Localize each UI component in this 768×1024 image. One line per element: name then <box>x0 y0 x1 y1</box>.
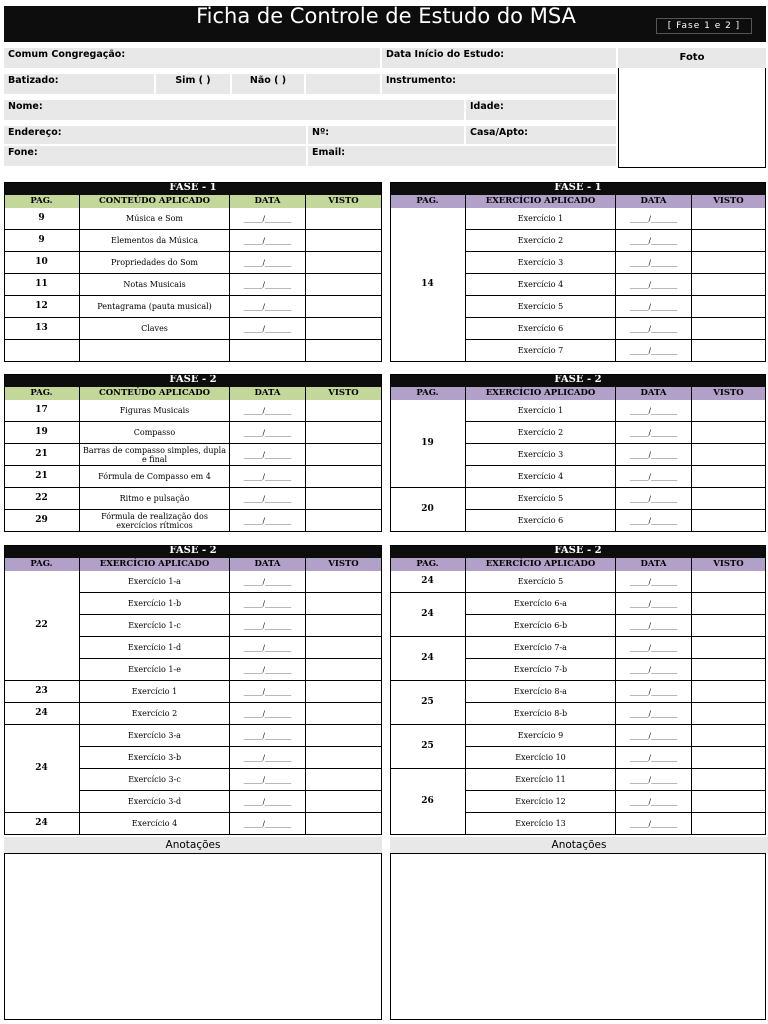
date-field[interactable]: _____/_______ <box>616 637 692 659</box>
date-field[interactable]: _____/_______ <box>230 769 306 791</box>
table-row-content: Exercício 1-d <box>80 637 230 659</box>
table-row-content: Exercício 7-a <box>466 637 616 659</box>
anotacoes-right-label: Anotações <box>390 837 768 853</box>
batizado-blank <box>306 74 382 96</box>
page-number: 24 <box>390 571 466 593</box>
comum-field[interactable]: Comum Congregação: <box>4 48 382 70</box>
date-field[interactable]: _____/_______ <box>230 747 306 769</box>
date-field[interactable]: _____/_______ <box>616 747 692 769</box>
date-field[interactable]: _____/_______ <box>230 252 306 274</box>
table-row-content: Exercício 1 <box>466 208 616 230</box>
date-field[interactable]: _____/_______ <box>616 571 692 593</box>
page-number: 24 <box>4 725 80 813</box>
table-row-content: Exercício 6-b <box>466 615 616 637</box>
numero-field[interactable]: Nº: <box>308 126 466 146</box>
page-number: 20 <box>390 488 466 532</box>
date-field[interactable]: _____/_______ <box>616 703 692 725</box>
table-title: FASE - 2 <box>4 545 382 558</box>
date-field[interactable]: _____/_______ <box>616 340 692 362</box>
instrumento-field[interactable]: Instrumento: <box>382 74 618 96</box>
page-number: 24 <box>4 813 80 835</box>
page-number: 14 <box>390 208 466 362</box>
date-field[interactable]: _____/_______ <box>616 230 692 252</box>
table-row-content: Exercício 5 <box>466 571 616 593</box>
table-row-content: Exercício 1 <box>80 681 230 703</box>
page-number: 11 <box>4 274 80 296</box>
date-field[interactable]: _____/_______ <box>616 681 692 703</box>
nao-checkbox[interactable]: Não ( ) <box>232 74 306 96</box>
anotacoes-left-label: Anotações <box>4 837 382 853</box>
page-number: 24 <box>390 637 466 681</box>
table-frame <box>4 545 382 835</box>
column-header: DATA <box>616 387 692 400</box>
endereco-field[interactable]: Endereço: <box>4 126 308 146</box>
casa-field[interactable]: Casa/Apto: <box>466 126 618 146</box>
date-field[interactable]: _____/_______ <box>230 703 306 725</box>
table-row-content: Exercício 2 <box>80 703 230 725</box>
fase-tag: [ Fase 1 e 2 ] <box>656 18 752 34</box>
table-row-content: Elementos da Música <box>80 230 230 252</box>
table-row-content: Exercício 5 <box>466 296 616 318</box>
page-number: 25 <box>390 681 466 725</box>
date-field[interactable]: _____/_______ <box>616 274 692 296</box>
anotacoes-right-area[interactable] <box>390 853 766 1020</box>
table-row-content: Exercício 1-b <box>80 593 230 615</box>
date-field[interactable]: _____/_______ <box>230 422 306 444</box>
date-field[interactable]: _____/_______ <box>616 593 692 615</box>
table-row-content: Exercício 1-c <box>80 615 230 637</box>
table-row-content: Exercício 4 <box>466 466 616 488</box>
page-number: 21 <box>4 466 80 488</box>
table-row-content: Notas Musicais <box>80 274 230 296</box>
table-row-content: Exercício 1-a <box>80 571 230 593</box>
page-number: 26 <box>390 769 466 835</box>
date-field[interactable]: _____/_______ <box>616 318 692 340</box>
date-field[interactable]: _____/_______ <box>616 400 692 422</box>
page-number: 12 <box>4 296 80 318</box>
page-number: 22 <box>4 571 80 681</box>
date-field[interactable]: _____/_______ <box>230 791 306 813</box>
table-row-content: Exercício 9 <box>466 725 616 747</box>
date-field[interactable]: _____/_______ <box>616 208 692 230</box>
date-field[interactable]: _____/_______ <box>616 510 692 532</box>
column-header: VISTO <box>692 387 766 400</box>
date-field[interactable]: _____/_______ <box>230 637 306 659</box>
date-field[interactable]: _____/_______ <box>230 230 306 252</box>
page-number: 24 <box>390 593 466 637</box>
table-row-content: Exercício 11 <box>466 769 616 791</box>
column-header: PAG. <box>390 558 466 571</box>
table-row-content: Exercício 8-a <box>466 681 616 703</box>
data-inicio-field[interactable]: Data Início do Estudo: <box>382 48 618 70</box>
column-header: PAG. <box>4 558 80 571</box>
table-row-content: Exercício 2 <box>466 230 616 252</box>
table-row-content: Exercício 12 <box>466 791 616 813</box>
date-field[interactable]: _____/_______ <box>230 274 306 296</box>
idade-field[interactable]: Idade: <box>466 100 618 122</box>
page-title: Ficha de Controle de Estudo do MSA <box>196 4 576 28</box>
date-field[interactable]: _____/_______ <box>230 400 306 422</box>
table-row-content: Exercício 4 <box>466 274 616 296</box>
date-field[interactable]: _____/_______ <box>616 252 692 274</box>
date-field[interactable]: _____/_______ <box>230 593 306 615</box>
column-header: DATA <box>230 195 306 208</box>
table-row-content: Exercício 1 <box>466 400 616 422</box>
table-frame <box>4 374 382 532</box>
column-header: EXERCÍCIO APLICADO <box>80 558 230 571</box>
table-row-content: Exercício 3-a <box>80 725 230 747</box>
date-field[interactable]: _____/_______ <box>230 466 306 488</box>
date-field[interactable]: _____/_______ <box>616 813 692 835</box>
table-row-content: Exercício 3-c <box>80 769 230 791</box>
date-field[interactable]: _____/_______ <box>616 659 692 681</box>
page-number: 19 <box>4 422 80 444</box>
table-row-content: Exercício 5 <box>466 488 616 510</box>
table-row-content: Exercício 3 <box>466 252 616 274</box>
table-row-content: Exercício 6-a <box>466 593 616 615</box>
table-row-content: Exercício 7-b <box>466 659 616 681</box>
column-header: VISTO <box>306 558 382 571</box>
table-row-content: Claves <box>80 318 230 340</box>
column-header: EXERCÍCIO APLICADO <box>466 387 616 400</box>
column-header: DATA <box>230 387 306 400</box>
table-row-content: Fórmula de Compasso em 4 <box>80 466 230 488</box>
page-number: 10 <box>4 252 80 274</box>
table-row-content: Exercício 1-e <box>80 659 230 681</box>
table-row-content: Exercício 13 <box>466 813 616 835</box>
page-number: 23 <box>4 681 80 703</box>
table-row-content: Ritmo e pulsação <box>80 488 230 510</box>
page-number: 19 <box>390 400 466 488</box>
date-field[interactable]: _____/_______ <box>616 296 692 318</box>
page-number: 25 <box>390 725 466 769</box>
column-header: PAG. <box>390 387 466 400</box>
date-field[interactable]: _____/_______ <box>230 681 306 703</box>
table-row-content: Exercício 10 <box>466 747 616 769</box>
table-frame <box>390 182 766 362</box>
sim-checkbox[interactable]: Sim ( ) <box>156 74 232 96</box>
date-field[interactable]: _____/_______ <box>616 769 692 791</box>
date-field[interactable]: _____/_______ <box>230 659 306 681</box>
batizado-label: Batizado: <box>4 74 156 96</box>
table-row-content: Exercício 3-b <box>80 747 230 769</box>
column-header: VISTO <box>692 195 766 208</box>
date-field[interactable]: _____/_______ <box>230 813 306 835</box>
page-number: 9 <box>4 230 80 252</box>
table-title: FASE - 2 <box>390 374 766 387</box>
date-field[interactable]: _____/_______ <box>616 791 692 813</box>
table-row-content: Compasso <box>80 422 230 444</box>
column-header: PAG. <box>4 195 80 208</box>
table-frame <box>390 374 766 532</box>
table-row-content: Exercício 6 <box>466 318 616 340</box>
page-number: 13 <box>4 318 80 340</box>
foto-label: Foto <box>618 48 766 68</box>
date-field[interactable]: _____/_______ <box>616 725 692 747</box>
table-row-content: Música e Som <box>80 208 230 230</box>
page-number: 22 <box>4 488 80 510</box>
table-row-content: Exercício 7 <box>466 340 616 362</box>
date-field[interactable]: _____/_______ <box>230 725 306 747</box>
page-number: 9 <box>4 208 80 230</box>
table-row-content: Exercício 3-d <box>80 791 230 813</box>
column-header: VISTO <box>306 387 382 400</box>
table-row-content: Exercício 6 <box>466 510 616 532</box>
page-number: 17 <box>4 400 80 422</box>
page-number: 29 <box>4 510 80 532</box>
email-field[interactable]: Email: <box>308 146 618 168</box>
table-title: FASE - 1 <box>4 182 382 195</box>
column-header: DATA <box>616 195 692 208</box>
nome-field[interactable]: Nome: <box>4 100 466 122</box>
table-title: FASE - 2 <box>390 545 766 558</box>
table-row-content: Figuras Musicais <box>80 400 230 422</box>
date-field[interactable]: _____/_______ <box>616 615 692 637</box>
date-field[interactable]: _____/_______ <box>230 488 306 510</box>
table-row-content: Pentagrama (pauta musical) <box>80 296 230 318</box>
fone-field[interactable]: Fone: <box>4 146 308 168</box>
date-field[interactable]: _____/_______ <box>616 444 692 466</box>
table-row-content: Propriedades do Som <box>80 252 230 274</box>
table-title: FASE - 2 <box>4 374 382 387</box>
table-frame <box>4 182 382 362</box>
anotacoes-left-area[interactable] <box>4 853 382 1020</box>
date-field[interactable]: _____/_______ <box>230 510 306 532</box>
column-header: DATA <box>616 558 692 571</box>
date-field[interactable]: _____/_______ <box>230 296 306 318</box>
page-number: 24 <box>4 703 80 725</box>
date-field[interactable]: _____/_______ <box>616 466 692 488</box>
date-field[interactable]: _____/_______ <box>616 422 692 444</box>
column-header: PAG. <box>4 387 80 400</box>
table-row-content: Exercício 3 <box>466 444 616 466</box>
table-frame <box>390 545 766 835</box>
table-row-content: Barras de compasso simples, dupla e final <box>80 444 230 466</box>
table-row-content: Exercício 4 <box>80 813 230 835</box>
table-row-content: Exercício 2 <box>466 422 616 444</box>
date-field[interactable]: _____/_______ <box>230 444 306 466</box>
column-header: EXERCÍCIO APLICADO <box>466 558 616 571</box>
column-header: DATA <box>230 558 306 571</box>
column-header: VISTO <box>306 195 382 208</box>
column-header: CONTEÚDO APLICADO <box>80 195 230 208</box>
date-field[interactable]: _____/_______ <box>230 571 306 593</box>
page-number: 21 <box>4 444 80 466</box>
date-field[interactable]: _____/_______ <box>616 488 692 510</box>
table-title: FASE - 1 <box>390 182 766 195</box>
column-header: PAG. <box>390 195 466 208</box>
column-header: VISTO <box>692 558 766 571</box>
table-row-content: Fórmula de realização dos exercícios rítmicos <box>80 510 230 532</box>
table-row-content: Exercício 8-b <box>466 703 616 725</box>
date-field[interactable]: _____/_______ <box>230 208 306 230</box>
column-header: CONTEÚDO APLICADO <box>80 387 230 400</box>
date-field[interactable]: _____/_______ <box>230 318 306 340</box>
date-field[interactable]: _____/_______ <box>230 615 306 637</box>
column-header: EXERCÍCIO APLICADO <box>466 195 616 208</box>
